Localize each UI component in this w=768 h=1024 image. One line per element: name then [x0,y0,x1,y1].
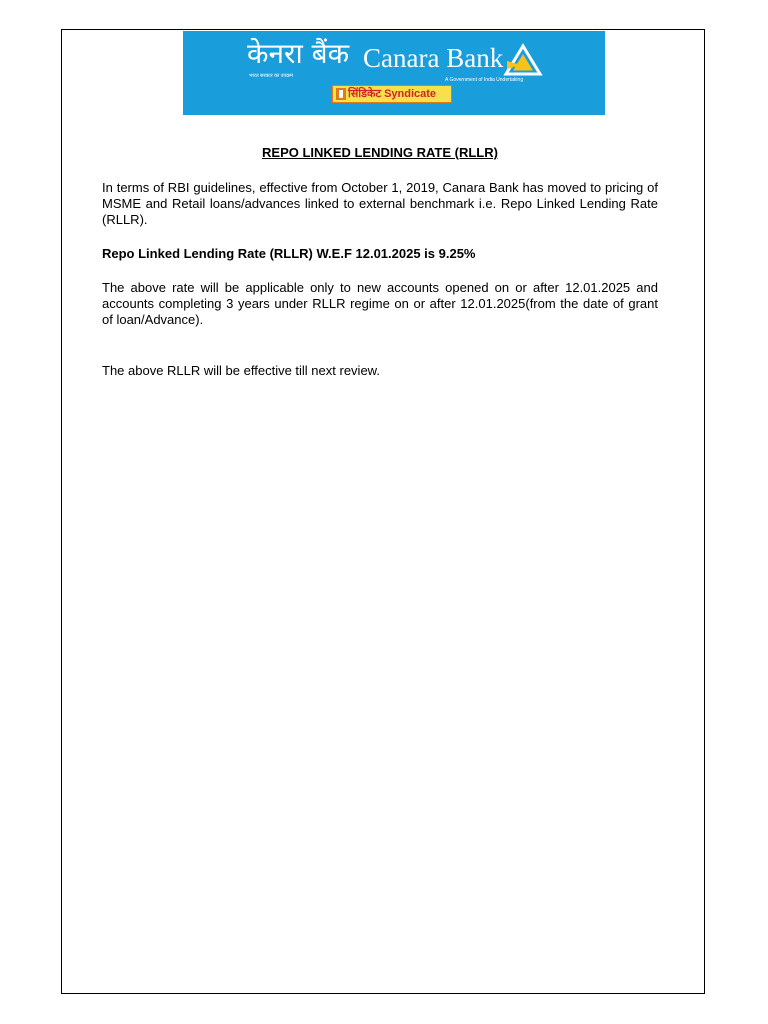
syndicate-emblem-icon [336,88,346,100]
applicability-paragraph: The above rate will be applicable only to new accounts opened on or after 12.01.2025 and accounts completing 3 years under RLLR regime on or after 12.01.2025(from the date of grant of loan/Advance). [102,280,658,327]
bank-logo-banner [183,31,605,115]
document-title: REPO LINKED LENDING RATE (RLLR) [262,145,498,160]
tagline-hindi: भारत सरकार का उपक्रम [249,73,294,79]
bank-name-hindi: केनरा बैंक [247,37,350,70]
syndicate-badge [332,85,452,103]
intro-paragraph: In terms of RBI guidelines, effective from October 1, 2019, Canara Bank has moved to pricing of MSME and Retail loans/advances linked to external benchmark i.e. Repo Linked Lending Rate (RLLR). [102,180,658,227]
review-note: The above RLLR will be effective till next review. [102,363,380,378]
syndicate-label: सिंडिकेट Syndicate [348,88,437,100]
rate-statement: Repo Linked Lending Rate (RLLR) W.E.F 12.01.2025 is 9.25% [102,246,476,261]
page-border [61,29,705,994]
tagline-english: A Government of India Undertaking [445,77,524,83]
bank-name-english: Canara Bank [363,43,504,73]
canara-triangle-logo-icon [503,43,543,79]
